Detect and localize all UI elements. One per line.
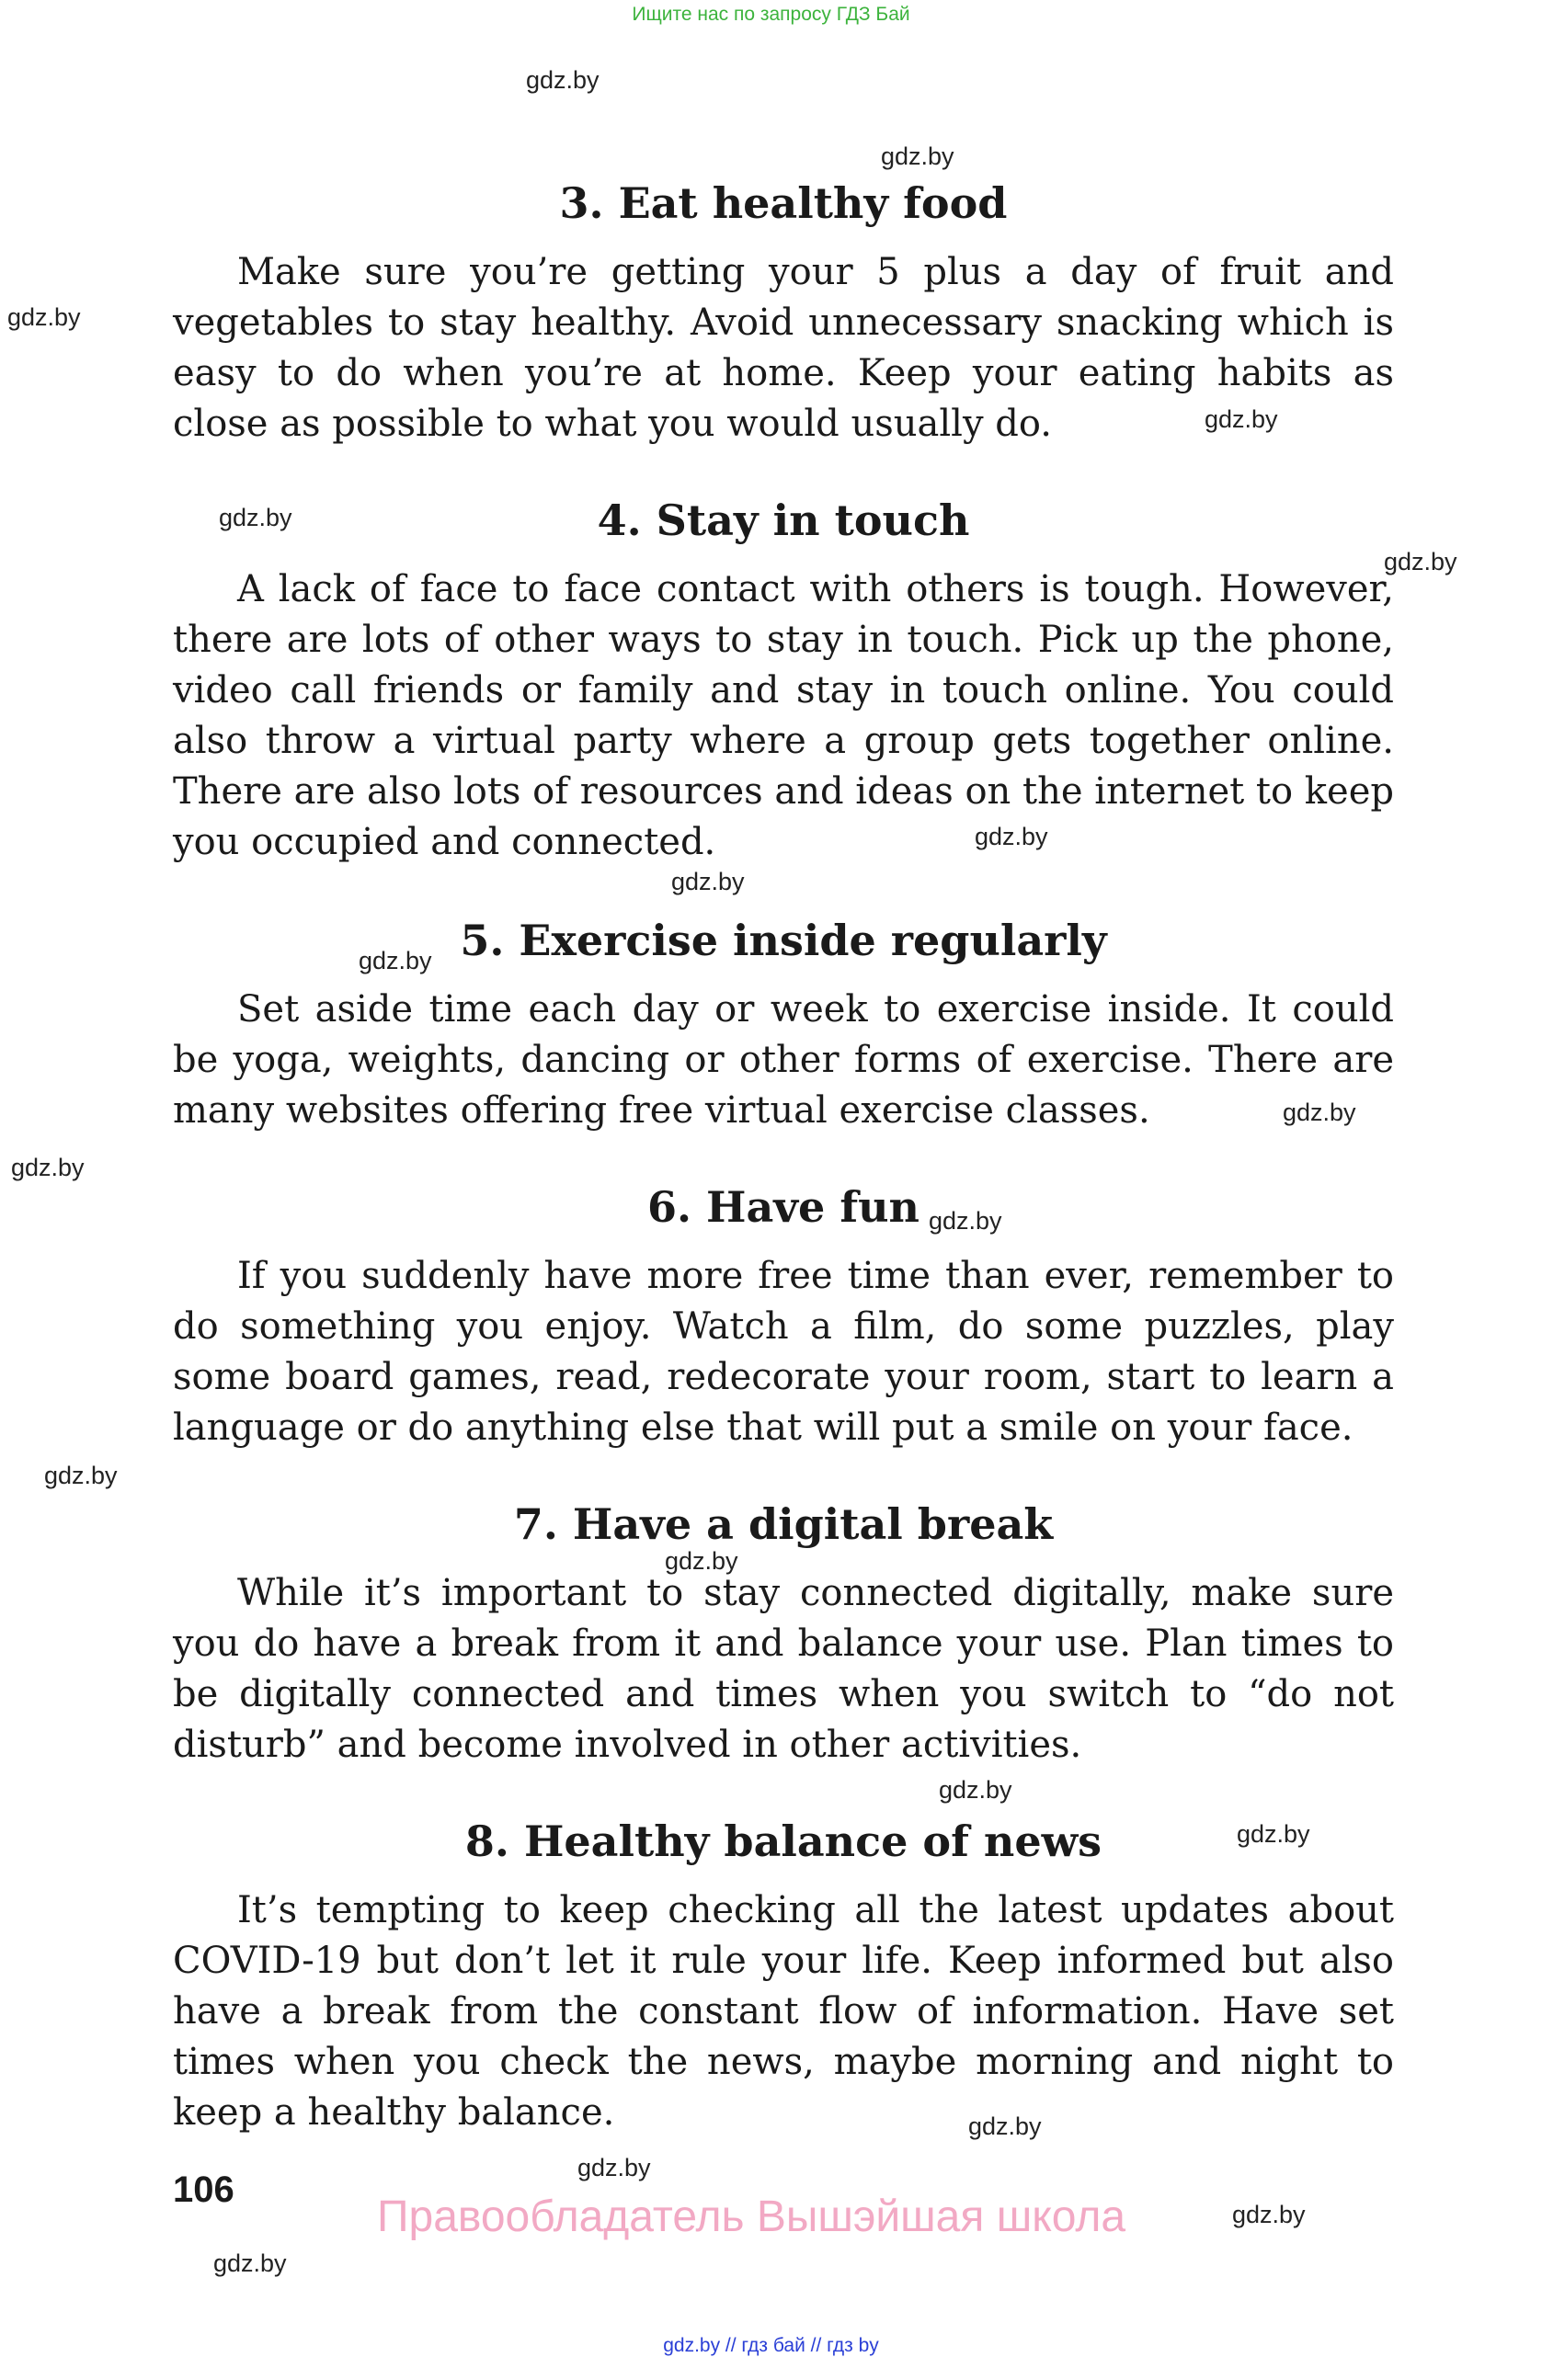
section-stay-in-touch <box>173 495 1394 868</box>
section-heading: 7. Have a digital break <box>513 1499 1054 1549</box>
watermark: gdz.by <box>1283 1099 1356 1126</box>
footer-links[interactable]: gdz.by // гдз бай // гдз by <box>663 2335 879 2356</box>
watermark: gdz.by <box>665 1547 738 1575</box>
watermark: gdz.by <box>7 303 81 331</box>
section-heading: 6. Have fun <box>647 1182 919 1232</box>
watermark: gdz.by <box>968 2112 1042 2140</box>
watermark: gdz.by <box>11 1154 85 1181</box>
section-paragraph: If you suddenly have more free time than ever, remember to do something you enjoy. Watch a film, do some puzzles, play some board games, read, redecorate your room, start to learn a language or do anything else that will put a smile on your face. <box>173 1255 1394 1449</box>
section-paragraph: While it’s important to stay connected digitally, make sure you do have a break from it and balance your use. Plan times to be digitally connected and times when you switch to “do not disturb” and become involved in other activities. <box>173 1572 1394 1766</box>
watermark: gdz.by <box>1384 548 1457 575</box>
watermark: gdz.by <box>929 1207 1002 1235</box>
section-heading: 8. Healthy balance of news <box>464 1816 1102 1866</box>
watermark: gdz.by <box>671 868 745 895</box>
section-heading: 5. Exercise inside regularly <box>460 916 1107 965</box>
section-paragraph: A lack of face to face contact with others is tough. However, there are lots of other ways to stay in touch. Pick up the phone, video call friends or family and stay in touch online. You could also throw a virtual party where a group gets together online. There are also lots of resources and ideas on the internet to keep you occupied and connected. <box>173 568 1394 863</box>
watermark: gdz.by <box>219 504 292 531</box>
section-exercise-inside <box>173 915 1394 1136</box>
section-heading: 3. Eat healthy food <box>559 178 1008 228</box>
watermark: gdz.by <box>975 823 1048 850</box>
watermark: gdz.by <box>1232 2201 1306 2228</box>
watermark: gdz.by <box>939 1776 1012 1804</box>
watermark: gdz.by <box>1205 405 1278 433</box>
watermark: gdz.by <box>881 142 954 170</box>
section-digital-break <box>173 1498 1394 1771</box>
watermark: gdz.by <box>577 2154 651 2181</box>
page-number: 106 <box>173 2169 234 2210</box>
section-paragraph: Set aside time each day or week to exercise inside. It could be yoga, weights, dancing or other forms of exercise. There are many websites offering free virtual exercise classes. <box>173 988 1394 1132</box>
section-heading: 4. Stay in touch <box>597 495 970 545</box>
watermark: gdz.by <box>44 1462 118 1489</box>
watermark: gdz.by <box>1237 1820 1310 1848</box>
section-paragraph: Make sure you’re getting your 5 plus a day of fruit and vegetables to stay healthy. Avoid unnecessary snacking which is easy to do when you’re at home. Keep your eating habits as close as possible to what you would usually do. <box>173 251 1394 445</box>
copyright-notice: Правообладатель Вышэйшая школа <box>377 2192 1126 2241</box>
section-balance-of-news <box>173 1816 1394 2138</box>
watermark: gdz.by <box>359 947 432 974</box>
watermark: gdz.by <box>213 2249 287 2277</box>
section-paragraph: It’s tempting to keep checking all the latest updates about COVID-19 but don’t let it rule your life. Keep informed but also have a break from the constant flow of information. Have set times when you check the news, maybe morning and night to keep a healthy balance. <box>173 1889 1394 2134</box>
section-have-fun <box>173 1181 1394 1453</box>
top-banner[interactable]: Ищите нас по запросу ГДЗ Бай <box>632 4 910 25</box>
watermark: gdz.by <box>526 66 600 94</box>
